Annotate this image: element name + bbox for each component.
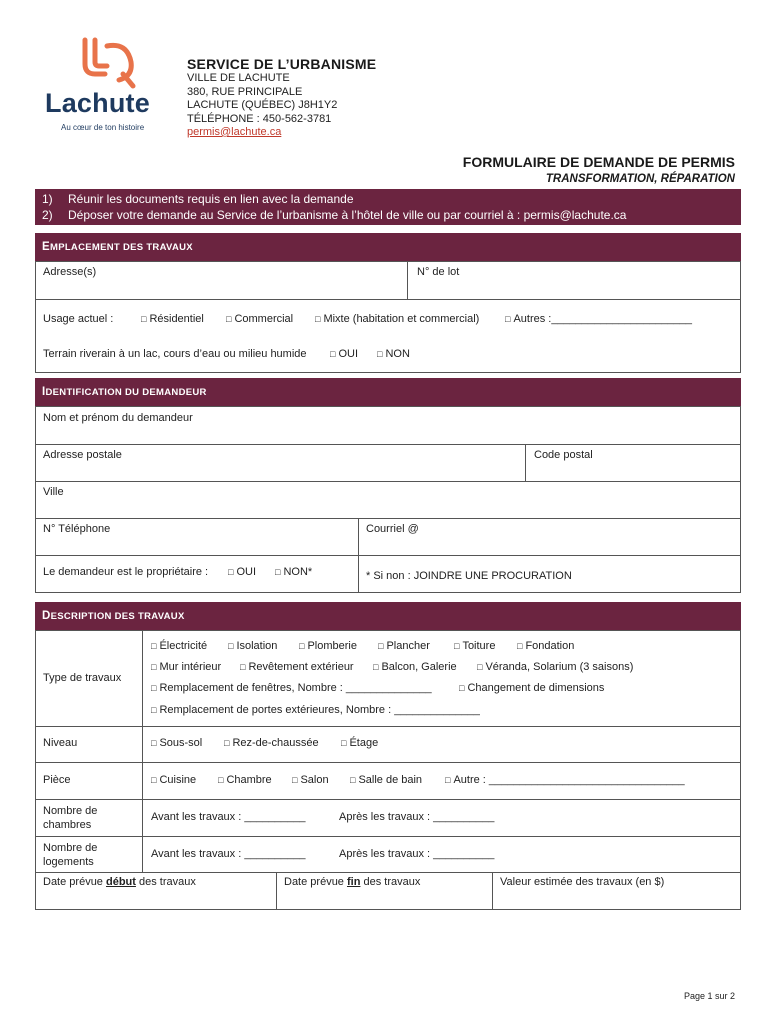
niveau-sous-sol-checkbox[interactable]: □ Sous-sol — [151, 737, 203, 749]
date-debut-field[interactable]: Date prévue début des travaux — [43, 876, 196, 888]
instruction-num: 2) — [42, 208, 53, 222]
type-travaux-label: Type de travaux — [43, 672, 122, 684]
usage-commercial-checkbox[interactable]: □ Commercial — [226, 313, 294, 325]
ville-field[interactable]: Ville — [43, 486, 64, 498]
instructions-banner — [35, 189, 741, 225]
logo-text: Lachute — [45, 88, 150, 118]
section-header-emplacement: EMPLACEMENT DES TRAVAUX — [35, 233, 741, 261]
address-line: VILLE DE LACHUTE — [187, 72, 290, 84]
logements-apres-field[interactable]: Après les travaux : __________ — [339, 848, 495, 860]
instruction-text: Réunir les documents requis en lien avec la demande — [68, 192, 354, 206]
usage-mixte-checkbox[interactable]: □ Mixte (habitation et commercial) — [315, 313, 480, 325]
valeur-estimee-field[interactable]: Valeur estimée des travaux (en $) — [500, 876, 665, 888]
lot-field[interactable]: N° de lot — [417, 266, 460, 278]
description-section — [35, 630, 741, 910]
piece-cuisine-checkbox[interactable]: □ Cuisine — [151, 774, 197, 786]
service-title: SERVICE DE L’URBANISME — [187, 56, 377, 72]
chambres-label: Nombre de chambres — [43, 805, 98, 831]
type-dimensions-checkbox[interactable]: □ Changement de dimensions — [459, 682, 605, 694]
nom-field[interactable]: Nom et prénom du demandeur — [43, 412, 193, 424]
section-header-demandeur: IDENTIFICATION DU DEMANDEUR — [35, 378, 741, 406]
form-subtitle: TRANSFORMATION, RÉPARATION — [545, 173, 735, 185]
type-plomberie-checkbox[interactable]: □ Plomberie — [299, 640, 357, 652]
niveau-label: Niveau — [43, 737, 78, 749]
type-fondation-checkbox[interactable]: □ Fondation — [517, 640, 575, 652]
code-postal-field[interactable]: Code postal — [534, 449, 593, 461]
niveau-etage-checkbox[interactable]: □ Étage — [341, 737, 379, 749]
piece-autre-checkbox[interactable]: □ Autre : ________________________________ — [445, 774, 685, 786]
instruction-text: Déposer votre demande au Service de l’urbanisme à l’hôtel de ville ou par courriel à : permis@lachute.ca — [68, 208, 627, 222]
riverain-label: Terrain riverain à un lac, cours d’eau ou milieu humide — [43, 348, 307, 360]
demandeur-section — [35, 406, 741, 593]
address-line: 380, RUE PRINCIPALE — [187, 85, 303, 98]
email-link[interactable]: permis@lachute.ca — [187, 126, 282, 138]
logements-avant-field[interactable]: Avant les travaux : __________ — [151, 848, 306, 860]
instruction-num: 1) — [42, 192, 53, 206]
riverain-non-checkbox[interactable]: □ NON — [377, 348, 410, 360]
proprietaire-oui-checkbox[interactable]: □ OUI — [228, 566, 256, 578]
type-balcon-checkbox[interactable]: □ Balcon, Galerie — [373, 661, 457, 673]
logements-label: Nombre de logements — [43, 842, 98, 868]
riverain-oui-checkbox[interactable]: □ OUI — [330, 348, 358, 360]
type-veranda-checkbox[interactable]: □ Véranda, Solarium (3 saisons) — [477, 661, 634, 673]
type-plancher-checkbox[interactable]: □ Plancher — [378, 640, 430, 652]
type-mur-interieur-checkbox[interactable]: □ Mur intérieur — [151, 661, 222, 673]
date-fin-field[interactable]: Date prévue fin des travaux — [284, 876, 421, 888]
courriel-field[interactable]: Courriel @ — [366, 523, 419, 535]
type-portes-checkbox[interactable]: □ Remplacement de portes extérieures, Nombre : ______________ — [151, 704, 480, 716]
address-line: TÉLÉPHONE : 450-562-3781 — [187, 112, 332, 125]
section-header-description: DESCRIPTION DES TRAVAUX — [35, 602, 741, 630]
piece-chambre-checkbox[interactable]: □ Chambre — [218, 774, 272, 786]
lachute-logo — [45, 36, 175, 136]
piece-salon-checkbox[interactable]: □ Salon — [292, 774, 329, 786]
piece-label: Pièce — [43, 774, 71, 786]
logo-tagline: Au cœur de ton histoire — [61, 123, 145, 132]
chambres-apres-field[interactable]: Après les travaux : __________ — [339, 811, 495, 823]
proprietaire-label: Le demandeur est le propriétaire : — [43, 566, 209, 578]
address-line: LACHUTE (QUÉBEC) J8H1Y2 — [187, 99, 338, 111]
emplacement-section — [35, 261, 741, 373]
usage-residentiel-checkbox[interactable]: □ Résidentiel — [141, 313, 204, 325]
type-revetement-checkbox[interactable]: □ Revêtement extérieur — [240, 661, 354, 673]
proprietaire-non-checkbox[interactable]: □ NON* — [275, 566, 313, 578]
page-number: Page 1 sur 2 — [683, 991, 735, 1001]
niveau-rdc-checkbox[interactable]: □ Rez-de-chaussée — [224, 737, 319, 749]
form-title: FORMULAIRE DE DEMANDE DE PERMIS — [462, 154, 735, 170]
chambres-avant-field[interactable]: Avant les travaux : __________ — [151, 811, 306, 823]
telephone-field[interactable]: N° Téléphone — [43, 523, 111, 535]
procuration-note: * Si non : JOINDRE UNE PROCURATION — [366, 570, 572, 582]
usage-autres-checkbox[interactable]: □ Autres :_______________________ — [505, 313, 693, 325]
adresses-field[interactable]: Adresse(s) — [43, 266, 97, 278]
type-toiture-checkbox[interactable]: □ Toiture — [454, 640, 496, 652]
type-fenetres-checkbox[interactable]: □ Remplacement de fenêtres, Nombre : ______________ — [151, 682, 432, 694]
type-isolation-checkbox[interactable]: □ Isolation — [228, 640, 278, 652]
lachute-logo-icon — [45, 36, 175, 96]
adresse-postale-field[interactable]: Adresse postale — [43, 449, 122, 461]
service-address — [187, 72, 337, 140]
usage-label: Usage actuel : — [43, 313, 114, 325]
piece-salle-de-bain-checkbox[interactable]: □ Salle de bain — [350, 774, 423, 786]
type-electricite-checkbox[interactable]: □ Électricité — [151, 640, 208, 652]
